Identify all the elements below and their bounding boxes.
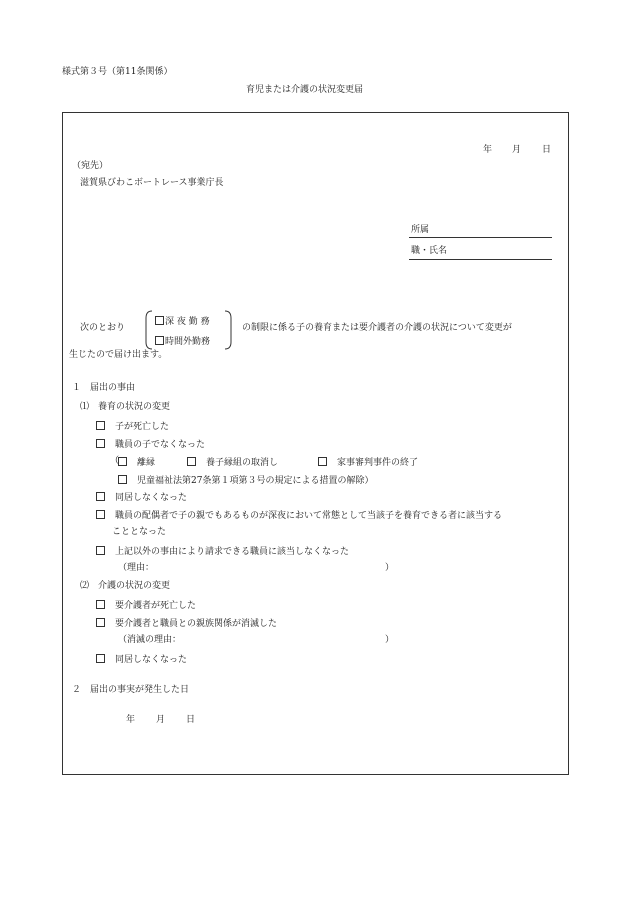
- intro-suffix: の制限に係る子の養育または要介護者の介護の状況について変更が: [242, 323, 512, 333]
- checkbox-icon: [318, 457, 327, 466]
- checkbox-icon: [96, 618, 105, 627]
- item-no-cohabit-care[interactable]: 同居しなくなった: [96, 654, 187, 665]
- checkbox-icon: [118, 475, 127, 484]
- option-overtime-work[interactable]: [155, 336, 210, 347]
- item-no-longer-child[interactable]: 職員の子でなくなった: [96, 439, 205, 450]
- checkbox-icon: [155, 336, 164, 345]
- option-overtime-label: 時間外勤務: [165, 337, 211, 347]
- item-child-died[interactable]: 子が死亡した: [96, 421, 169, 432]
- section2-month-label: 月: [156, 715, 166, 725]
- addressee-label: （宛先）: [72, 161, 109, 171]
- page-title: 育児または介護の状況変更届: [246, 85, 364, 95]
- sub1-heading: ⑴ 養育の状況の変更: [80, 402, 171, 412]
- intro-line2: 生じたので届け出ます。: [69, 350, 168, 360]
- checkbox-icon: [96, 492, 105, 501]
- option-night-label: 深 夜 勤 務: [165, 317, 210, 327]
- item-spouse[interactable]: 職員の配偶者で子の親でもあるものが深夜において常態として当該子を養育できる者に該当する: [96, 510, 502, 521]
- extinct-reason-close: ）: [385, 635, 395, 645]
- left-bracket: [144, 310, 153, 350]
- checkbox-icon: [118, 457, 127, 466]
- date-year-label: 年: [483, 145, 493, 155]
- position-name-label: 職・氏名: [411, 246, 448, 256]
- reason-close: ）: [385, 563, 395, 573]
- item-divorce[interactable]: 離縁: [118, 457, 155, 468]
- checkbox-icon: [96, 546, 105, 555]
- checkbox-icon: [187, 457, 196, 466]
- option-night-work[interactable]: [155, 316, 210, 327]
- section2-heading: ２ 届出の事実が発生した日: [72, 685, 190, 695]
- right-bracket: [224, 310, 233, 350]
- date-day-label: 日: [542, 145, 552, 155]
- date-month-label: 月: [512, 145, 522, 155]
- addressee-name: 滋賀県びわこボートレース事業庁長: [80, 178, 224, 188]
- item-welfare-law[interactable]: 児童福祉法第27条第１項第３号の規定による措置の解除）: [118, 475, 373, 486]
- item-adoption-cancel[interactable]: 養子縁組の取消し: [187, 457, 278, 468]
- extinct-reason-label: （消滅の理由：: [118, 635, 182, 645]
- sub2-heading: ⑵ 介護の状況の変更: [80, 581, 171, 591]
- checkbox-icon: [96, 654, 105, 663]
- item-relation-ended[interactable]: 要介護者と職員との親族関係が消滅した: [96, 618, 277, 629]
- item-care-died[interactable]: 要介護者が死亡した: [96, 600, 196, 611]
- checkbox-icon: [96, 421, 105, 430]
- checkbox-icon: [96, 600, 105, 609]
- checkbox-icon: [96, 439, 105, 448]
- intro-prefix: 次のとおり: [80, 323, 126, 333]
- section2-day-label: 日: [186, 715, 196, 725]
- reason-label: （理由：: [118, 563, 155, 573]
- affiliation-label: 所属: [411, 225, 430, 235]
- checkbox-icon: [96, 510, 105, 519]
- paren-open: （: [110, 456, 120, 466]
- item-no-cohabit-child[interactable]: 同居しなくなった: [96, 492, 187, 503]
- checkbox-icon: [155, 316, 164, 325]
- item-other-reason[interactable]: 上記以外の事由により請求できる職員に該当しなくなった: [96, 546, 349, 557]
- item-family-court[interactable]: 家事審判事件の終了: [318, 457, 418, 468]
- form-number: 様式第３号（第11条関係）: [62, 67, 173, 77]
- section1-heading: １ 届出の事由: [72, 383, 136, 393]
- section2-year-label: 年: [126, 715, 136, 725]
- item-spouse-line2: こととなった: [112, 527, 167, 537]
- affiliation-field[interactable]: [409, 237, 552, 238]
- position-name-field[interactable]: [409, 259, 552, 260]
